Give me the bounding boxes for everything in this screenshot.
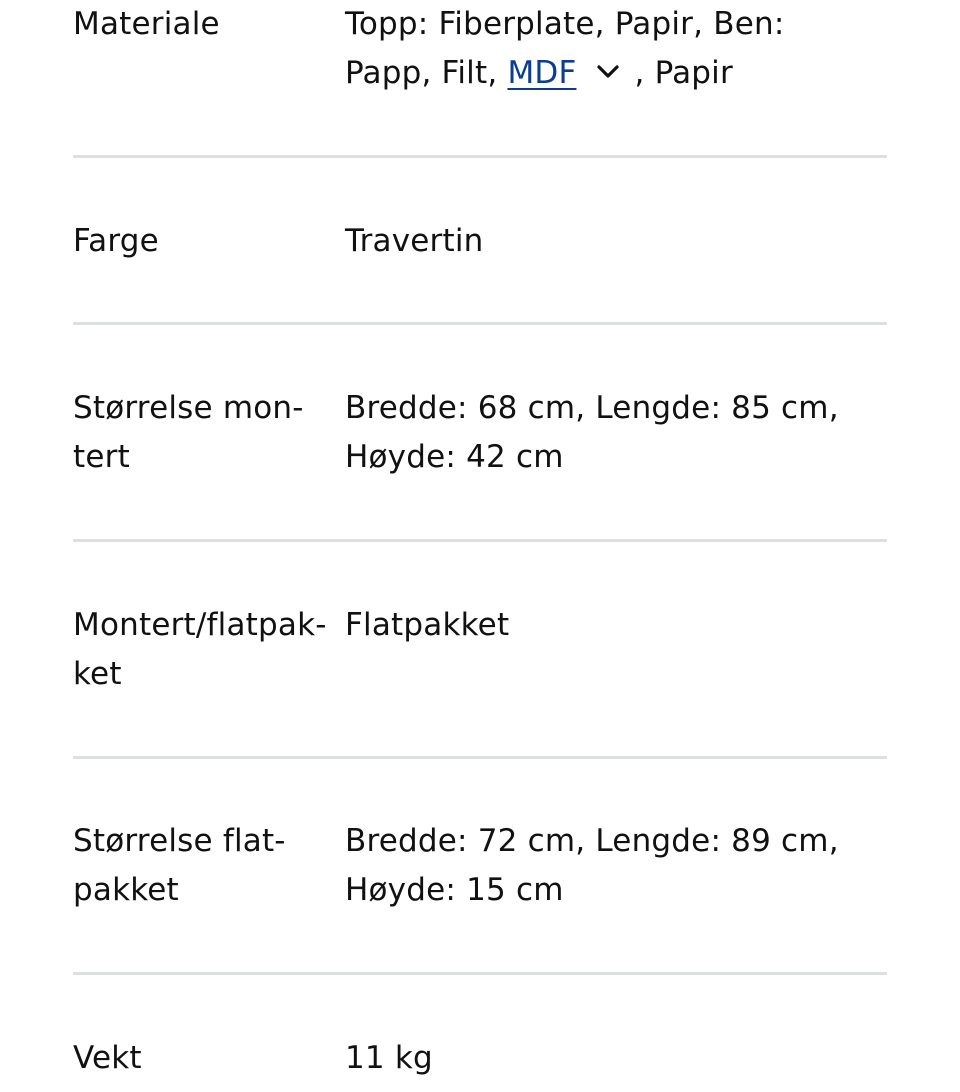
spec-value-materiale-line2 bbox=[345, 49, 887, 98]
divider bbox=[73, 322, 887, 325]
materiale-text-suffix: , Papir bbox=[634, 55, 733, 91]
spec-label-storrelse-montert bbox=[73, 384, 341, 482]
spec-label-montert-flatpakket bbox=[73, 601, 341, 699]
spec-value-farge: Travertin bbox=[345, 223, 484, 259]
spec-value-storrelse-montert bbox=[345, 384, 887, 482]
spec-label-storrelse-montert-line1: Størrelse mon- bbox=[73, 390, 304, 426]
spec-value-storrelse-flatpakket-line2: Høyde: 15 cm bbox=[345, 872, 564, 908]
spec-label-montert-flatpakket-line2: ket bbox=[73, 656, 122, 692]
divider bbox=[73, 155, 887, 158]
chevron-down-icon[interactable] bbox=[595, 62, 621, 82]
spec-label-materiale: Materiale bbox=[73, 6, 220, 42]
divider bbox=[73, 756, 887, 759]
spec-value-storrelse-flatpakket-line1: Bredde: 72 cm, Lengde: 89 cm, bbox=[345, 823, 839, 859]
spec-label-vekt: Vekt bbox=[73, 1040, 142, 1076]
spec-value-vekt: 11 kg bbox=[345, 1040, 433, 1076]
spec-label-farge: Farge bbox=[73, 223, 159, 259]
spec-value-storrelse-montert-line2: Høyde: 42 cm bbox=[345, 439, 564, 475]
divider bbox=[73, 539, 887, 542]
divider bbox=[73, 972, 887, 975]
spec-label-storrelse-flatpakket-line2: pakket bbox=[73, 872, 179, 908]
mdf-link[interactable]: MDF bbox=[507, 55, 577, 91]
spec-label-montert-flatpakket-line1: Montert/flatpak- bbox=[73, 607, 327, 643]
spec-value-montert-flatpakket: Flatpakket bbox=[345, 607, 510, 643]
spec-value-storrelse-montert-line1: Bredde: 68 cm, Lengde: 85 cm, bbox=[345, 390, 839, 426]
spec-value-materiale-line1: Topp: Fiberplate, Papir, Ben: bbox=[345, 6, 785, 42]
spec-label-storrelse-flatpakket-line1: Størrelse flat- bbox=[73, 823, 286, 859]
materiale-text-prefix: Papp, Filt, bbox=[345, 55, 508, 91]
spec-label-storrelse-montert-line2: tert bbox=[73, 439, 130, 475]
spec-label-storrelse-flatpakket bbox=[73, 817, 341, 915]
spec-value-storrelse-flatpakket bbox=[345, 817, 887, 915]
spec-value-materiale bbox=[345, 0, 887, 98]
